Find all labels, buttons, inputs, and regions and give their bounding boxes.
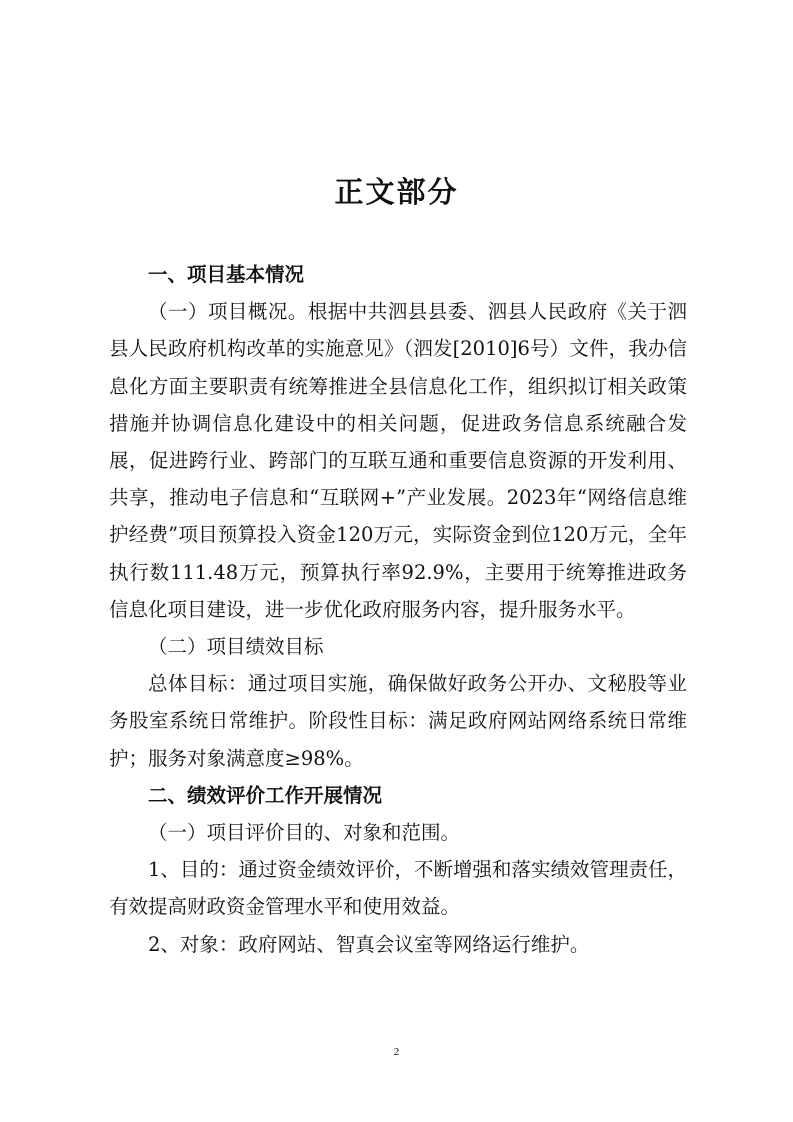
page-title: 正文部分 <box>334 175 459 209</box>
document-body <box>109 256 687 963</box>
paragraph-purpose: 1、目的：通过资金绩效评价，不断增强和落实绩效管理责任，有效提高财政资金管理水平和使用效益。 <box>109 858 687 919</box>
paragraph-performance-goal-heading: （二）项目绩效目标 <box>148 635 324 659</box>
paragraph-object: 2、对象：政府网站、智真会议室等网络运行维护。 <box>148 932 590 956</box>
page-number: 2 <box>393 1046 400 1058</box>
section-heading-2: 二、绩效评价工作开展情况 <box>148 783 383 807</box>
paragraph-overall-goal: 总体目标：通过项目实施，确保做好政务公开办、文秘股等业务股室系统日常维护。阶段性目标：满足政府网站网络系统日常维护；服务对象满意度≥98%。 <box>109 672 687 770</box>
paragraph-project-overview: （一）项目概况。根据中共泗县县委、泗县人民政府《关于泗县人民政府机构改革的实施意见》（泗发[2010]6号）文件，我办信息化方面主要职责有统筹推进全县信息化工作，组织拟订相关政策措施并协调信息化建设中的相关问题，促进政务信息系统融合发展，促进跨行业、跨部门的互联互通和重要信息资源的开发利用、共享，推动电子信息和“互联网+”产业发展。2023年“网络信息维护经费”项目预算投入资金120万元，实际资金到位120万元，全年执行数111.48万元，预算执行率92.9%，主要用于统筹推进政务信息化项目建设，进一步优化政府服务内容，提升服务水平。 <box>109 300 687 621</box>
section-heading-1: 一、项目基本情况 <box>148 263 305 286</box>
paragraph-evaluation-scope: （一）项目评价目的、对象和范围。 <box>148 821 461 845</box>
